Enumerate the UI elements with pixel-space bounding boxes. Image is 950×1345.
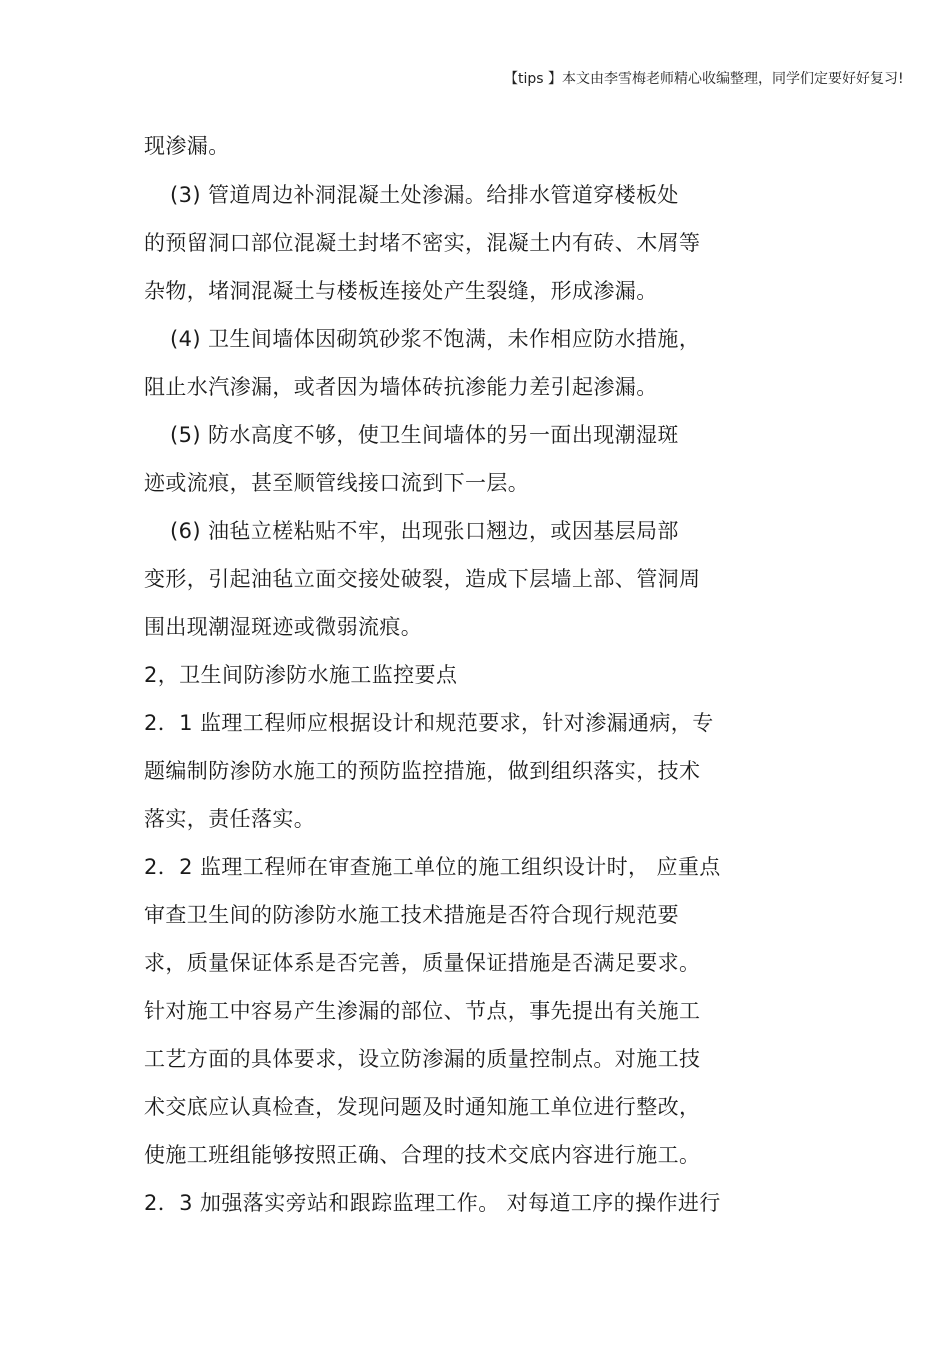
text-line: 落实，责任落实。	[144, 807, 316, 831]
header-tips: 【tips 】本文由李雪梅老师精心收编整理，同学们定要好好复习!	[504, 71, 904, 87]
text-line: 针对施工中容易产生渗漏的部位、节点，事先提出有关施工	[144, 999, 701, 1023]
text-line: 工艺方面的具体要求，设立防渗漏的质量控制点。对施工技	[144, 1047, 701, 1071]
text-line: 审查卫生间的防渗防水施工技术措施是否符合现行规范要	[144, 903, 679, 927]
text-line: (6) 油毡立槎粘贴不牢，出现张口翘边，或因基层局部	[170, 519, 679, 543]
text-line: (4) 卫生间墙体因砌筑砂浆不饱满，未作相应防水措施，	[170, 327, 701, 351]
text-line: 变形，引起油毡立面交接处破裂，造成下层墙上部、管洞周	[144, 567, 701, 591]
text-line: (3) 管道周边补洞混凝土处渗漏。给排水管道穿楼板处	[170, 183, 679, 207]
text-line: 求，质量保证体系是否完善，质量保证措施是否满足要求。	[144, 951, 701, 975]
text-line: 迹或流痕，甚至顺管线接口流到下一层。	[144, 471, 530, 495]
text-line: 围出现潮湿斑迹或微弱流痕。	[144, 615, 423, 639]
text-line: (5) 防水高度不够，使卫生间墙体的另一面出现潮湿斑	[170, 423, 679, 447]
text-line: 的预留洞口部位混凝土封堵不密实，混凝土内有砖、木屑等	[144, 231, 701, 255]
text-line: 杂物，堵洞混凝土与楼板连接处产生裂缝，形成渗漏。	[144, 279, 658, 303]
text-line: 2．3 加强落实旁站和跟踪监理工作。 对每道工序的操作进行	[144, 1191, 721, 1215]
text-line: 使施工班组能够按照正确、合理的技术交底内容进行施工。	[144, 1143, 701, 1167]
text-line: 现渗漏。	[144, 134, 230, 158]
text-line: 术交底应认真检查，发现问题及时通知施工单位进行整改，	[144, 1095, 701, 1119]
text-line: 题编制防渗防水施工的预防监控措施，做到组织落实，技术	[144, 759, 701, 783]
text-line: 2．2 监理工程师在审查施工单位的施工组织设计时， 应重点	[144, 855, 721, 879]
text-line: 2．1 监理工程师应根据设计和规范要求，针对渗漏通病，专	[144, 711, 714, 735]
section-heading: 2，卫生间防渗防水施工监控要点	[144, 663, 458, 687]
text-line: 阻止水汽渗漏，或者因为墙体砖抗渗能力差引起渗漏。	[144, 375, 658, 399]
